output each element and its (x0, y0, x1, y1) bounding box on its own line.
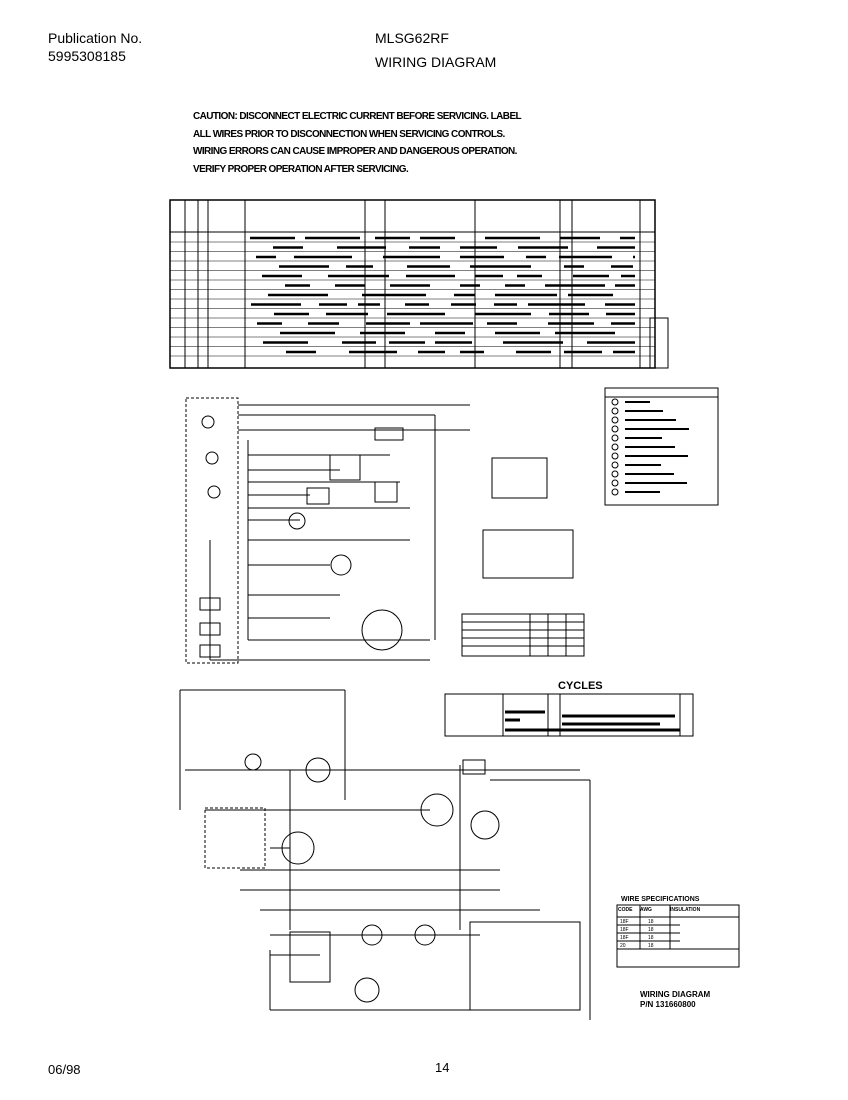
cell: 18 (648, 927, 654, 933)
legend-symbol (612, 480, 618, 486)
legend-symbol (612, 417, 618, 423)
header-insulation: INSULATION (670, 907, 701, 913)
publication-number: 5995308185 (48, 48, 126, 64)
publication-label: Publication No. (48, 30, 143, 46)
switch-table (462, 614, 584, 656)
legend-symbol (612, 471, 618, 477)
caution-line: CAUTION: DISCONNECT ELECTRIC CURRENT BEFORE SERVICING. LABEL (193, 110, 522, 122)
wire-specs-title: WIRE SPECIFICATIONS (621, 896, 700, 903)
page-number: 14 (435, 1060, 450, 1075)
diagram-part-label (640, 990, 710, 1010)
cycles-table (445, 694, 693, 736)
footer-date: 06/98 (48, 1062, 81, 1077)
dryer-schematic (180, 690, 590, 1020)
header-code: CODE (618, 907, 633, 913)
cell: 20 (620, 943, 626, 949)
model-number: MLSG62RF (375, 30, 449, 46)
legend-symbol (612, 399, 618, 405)
legend-symbol (612, 408, 618, 414)
diagram-part-number: P/N 131660800 (640, 1000, 696, 1009)
diagram-label: WIRING DIAGRAM (640, 990, 711, 999)
timer-sequence-chart (170, 200, 668, 368)
legend-symbol (612, 426, 618, 432)
washer-schematic (186, 398, 573, 663)
caution-line: VERIFY PROPER OPERATION AFTER SERVICING. (193, 162, 409, 175)
legend-symbol (612, 444, 618, 450)
legend-symbol (612, 435, 618, 441)
legend-symbol (612, 489, 618, 495)
cell: 18 (648, 935, 654, 941)
page-title: WIRING DIAGRAM (375, 54, 497, 70)
caution-line: WIRING ERRORS CAN CAUSE IMPROPER AND DANGEROUS OPERATION. (193, 145, 517, 157)
legend-symbol (612, 453, 618, 459)
header-awg: AWG (640, 907, 652, 913)
cell: 18 (648, 943, 654, 949)
cycles-title: CYCLES (558, 680, 603, 692)
legend-symbol (612, 462, 618, 468)
cell: 18F (620, 927, 629, 933)
wire-specs-rows (620, 918, 654, 950)
wire-specs-header (618, 907, 738, 913)
wire-codes-legend (605, 388, 718, 505)
cell: 18F (620, 935, 629, 941)
cell: 18 (648, 919, 654, 925)
caution-line: ALL WIRES PRIOR TO DISCONNECTION WHEN SERVICING CONTROLS. (193, 127, 505, 140)
cell: 18F (620, 919, 629, 925)
